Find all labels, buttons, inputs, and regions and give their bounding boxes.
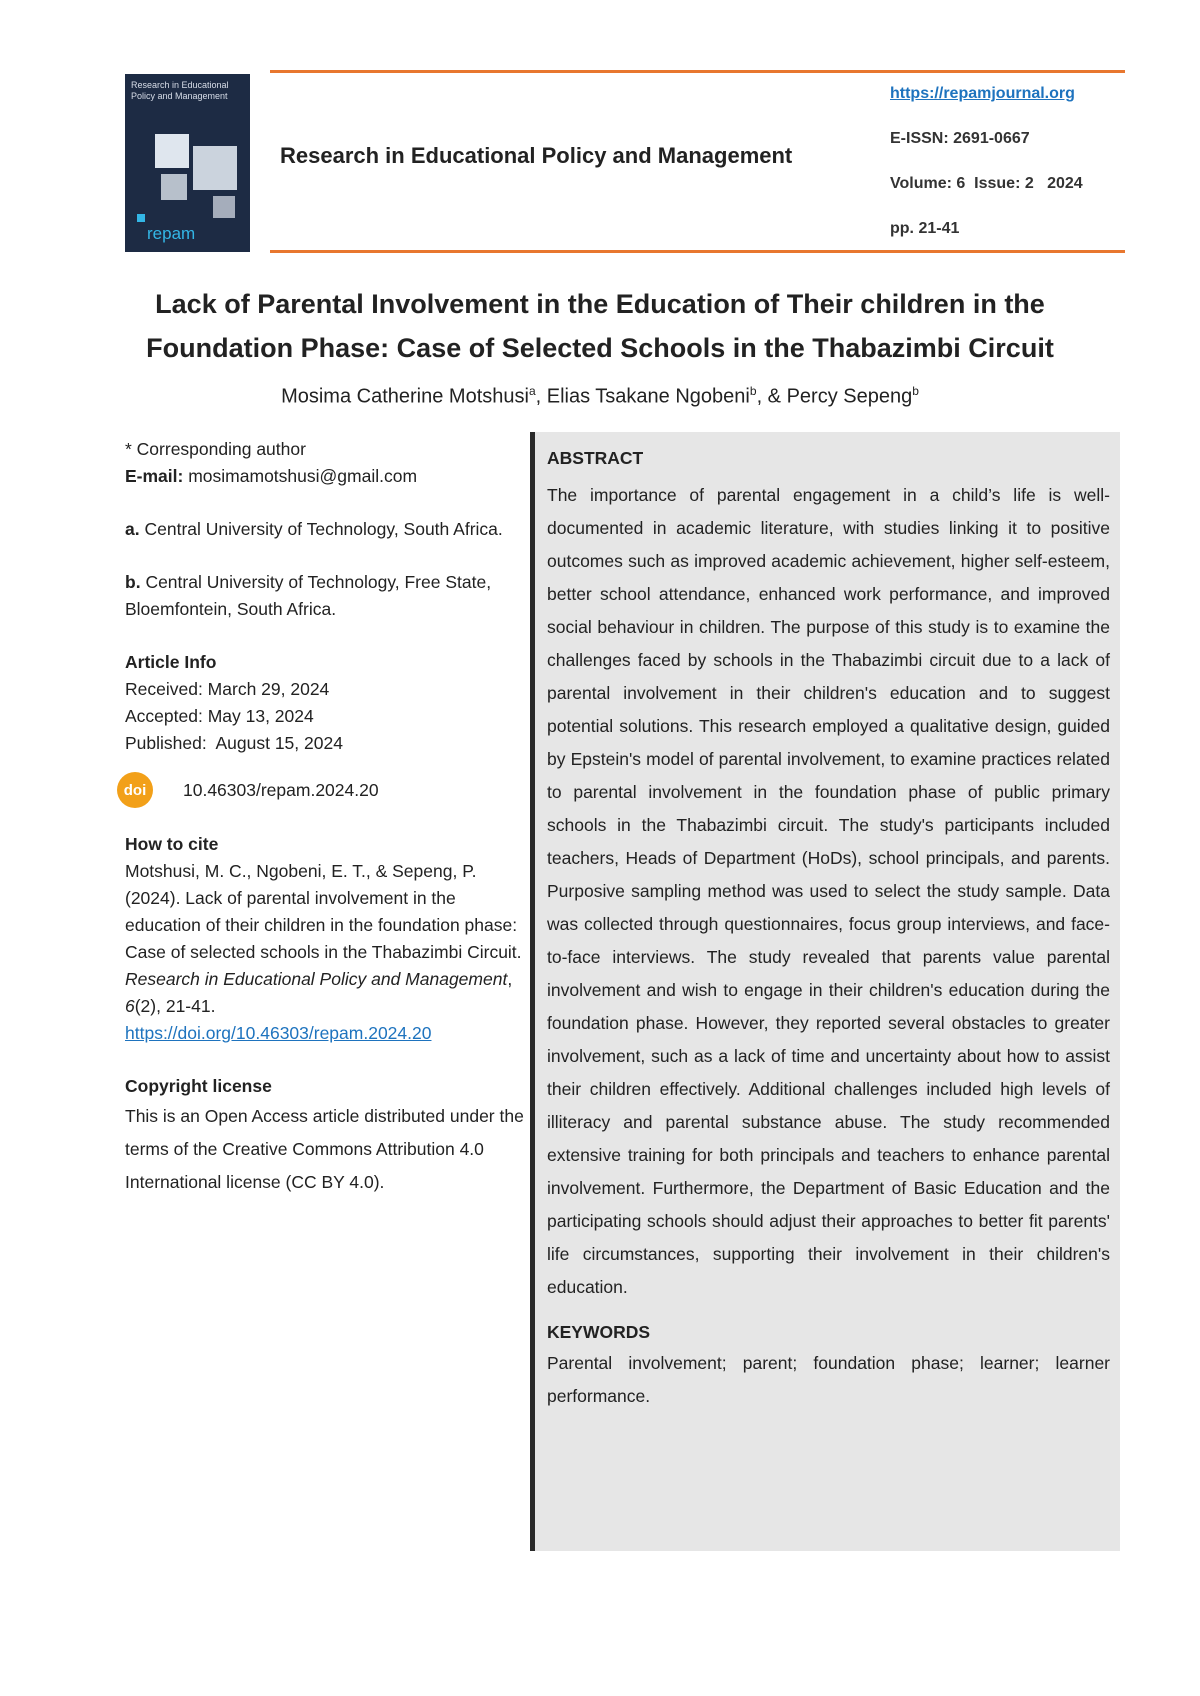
author-separator: ,: [535, 385, 547, 408]
author-affiliation-mark: b: [749, 384, 757, 398]
citation: [125, 858, 525, 1047]
citation-volume: 6: [125, 996, 135, 1016]
citation-doi-link[interactable]: https://doi.org/10.46303/repam.2024.20: [125, 1023, 432, 1043]
received-date: Received: March 29, 2024: [125, 679, 330, 699]
copyright-heading: Copyright license: [125, 1076, 272, 1096]
accepted-date: Accepted: May 13, 2024: [125, 706, 314, 726]
author-separator: , &: [756, 385, 787, 408]
cover-square: [213, 196, 235, 218]
journal-url-link[interactable]: https://repamjournal.org: [890, 85, 1075, 102]
doi-value: 10.46303/repam.2024.20: [183, 779, 379, 800]
keywords-text: Parental involvement; parent; foundation phase; learner; learner performance.: [547, 1353, 1110, 1406]
journal-url-line: [890, 85, 1075, 103]
doi-row: [125, 765, 525, 815]
affiliation-b: [125, 569, 525, 623]
affiliation-a-label: a.: [125, 519, 140, 539]
article-info-heading: Article Info: [125, 652, 217, 672]
affiliation-a-text: Central University of Technology, South Africa.: [144, 519, 503, 539]
abstract-box: [530, 432, 1120, 1551]
email-address: mosimamotshusi@gmail.com: [188, 466, 418, 486]
header-rule-top: [270, 70, 1125, 73]
eissn: E-ISSN: 2691-0667: [890, 130, 1030, 147]
doi-icon: doi: [117, 772, 153, 808]
volume-issue: Volume: 6 Issue: 2 2024: [890, 175, 1083, 192]
how-to-cite-heading: How to cite: [125, 834, 219, 854]
cover-square: [161, 174, 187, 200]
page-range: pp. 21-41: [890, 220, 960, 237]
email-line: [125, 463, 525, 490]
author-affiliation-mark: b: [912, 384, 919, 398]
affiliation-a: [125, 516, 525, 543]
corresponding-author: * Corresponding author: [125, 439, 306, 459]
author-name: Elias Tsakane Ngobeni: [546, 385, 750, 408]
cover-square: [137, 214, 145, 222]
copyright-text: This is an Open Access article distributed under the terms of the Creative Commons Attribution 4.0 International license (CC BY 4.0).: [125, 1106, 524, 1192]
header-rule-bottom: [270, 250, 1125, 253]
journal-name: Research in Educational Policy and Management: [280, 143, 793, 168]
author-list: [110, 384, 1090, 409]
citation-text: Motshusi, M. C., Ngobeni, E. T., & Sepeng, P. (2024). Lack of parental involvement in the education of their children in the foundation phase: Case of selected schools in the Thabazimbi Circuit.: [125, 861, 522, 962]
cover-square: [193, 146, 237, 190]
affiliation-b-label: b.: [125, 572, 141, 592]
cover-title: Research in Educational Policy and Management: [131, 80, 229, 101]
journal-cover-image: [125, 74, 250, 252]
citation-issue-pages: (2), 21-41.: [134, 996, 216, 1016]
email-label: E-mail:: [125, 466, 184, 486]
citation-sep: ,: [507, 969, 513, 989]
article-title: Lack of Parental Involvement in the Education of Their children in the Foundation Phase: Case of Selected Schools in the Thabazimbi Circuit: [146, 289, 1054, 363]
abstract-heading: ABSTRACT: [547, 448, 644, 468]
author-name: Mosima Catherine Motshusi: [281, 385, 529, 408]
author-affiliation-mark: a: [528, 384, 536, 398]
keywords-heading: KEYWORDS: [547, 1322, 651, 1342]
repam-logo: repam: [147, 224, 196, 243]
published-date: Published: August 15, 2024: [125, 733, 343, 753]
citation-journal: Research in Educational Policy and Management: [125, 969, 508, 989]
article-sidebar: [125, 436, 525, 1199]
author-name: Percy Sepeng: [786, 385, 913, 408]
cover-square: [155, 134, 189, 168]
affiliation-b-text: Central University of Technology, Free State, Bloemfontein, South Africa.: [125, 572, 492, 619]
abstract-text: The importance of parental engagement in a child’s life is well-documented in academic literature, with studies linking it to positive outcomes such as improved academic achievement, higher self-esteem, better school attendance, enhanced work performance, and improved social behaviour in children. The purpose of this study is to examine the challenges faced by schools in the Thabazimbi circuit due to a lack of parental involvement in their children's education and to suggest potential solutions. This research employed a qualitative design, guided by Epstein's model of parental involvement, to examine practices related to parental involvement in the foundation phase of public primary schools in the Thabazimbi circuit. The study's participants included teachers, Heads of Department (HoDs), school principals, and parents. Purposive sampling method was used to select the study sample. Data was collected through questionnaires, focus group interviews, and face-to-face interviews. The study revealed that parents value parental involvement and wish to engage in their children's education during the foundation phase. However, they reported several obstacles to greater involvement, such as a lack of time and uncertainty about how to assist their children effectively. Additional challenges included high levels of illiteracy and parental substance abuse. The study recommended extensive training for both principals and teachers to enhance parental involvement. Furthermore, the Department of Basic Education and the participating schools should adjust their approaches to better fit parents' life circumstances, supporting their involvement in their children's education.: [547, 485, 1110, 1297]
